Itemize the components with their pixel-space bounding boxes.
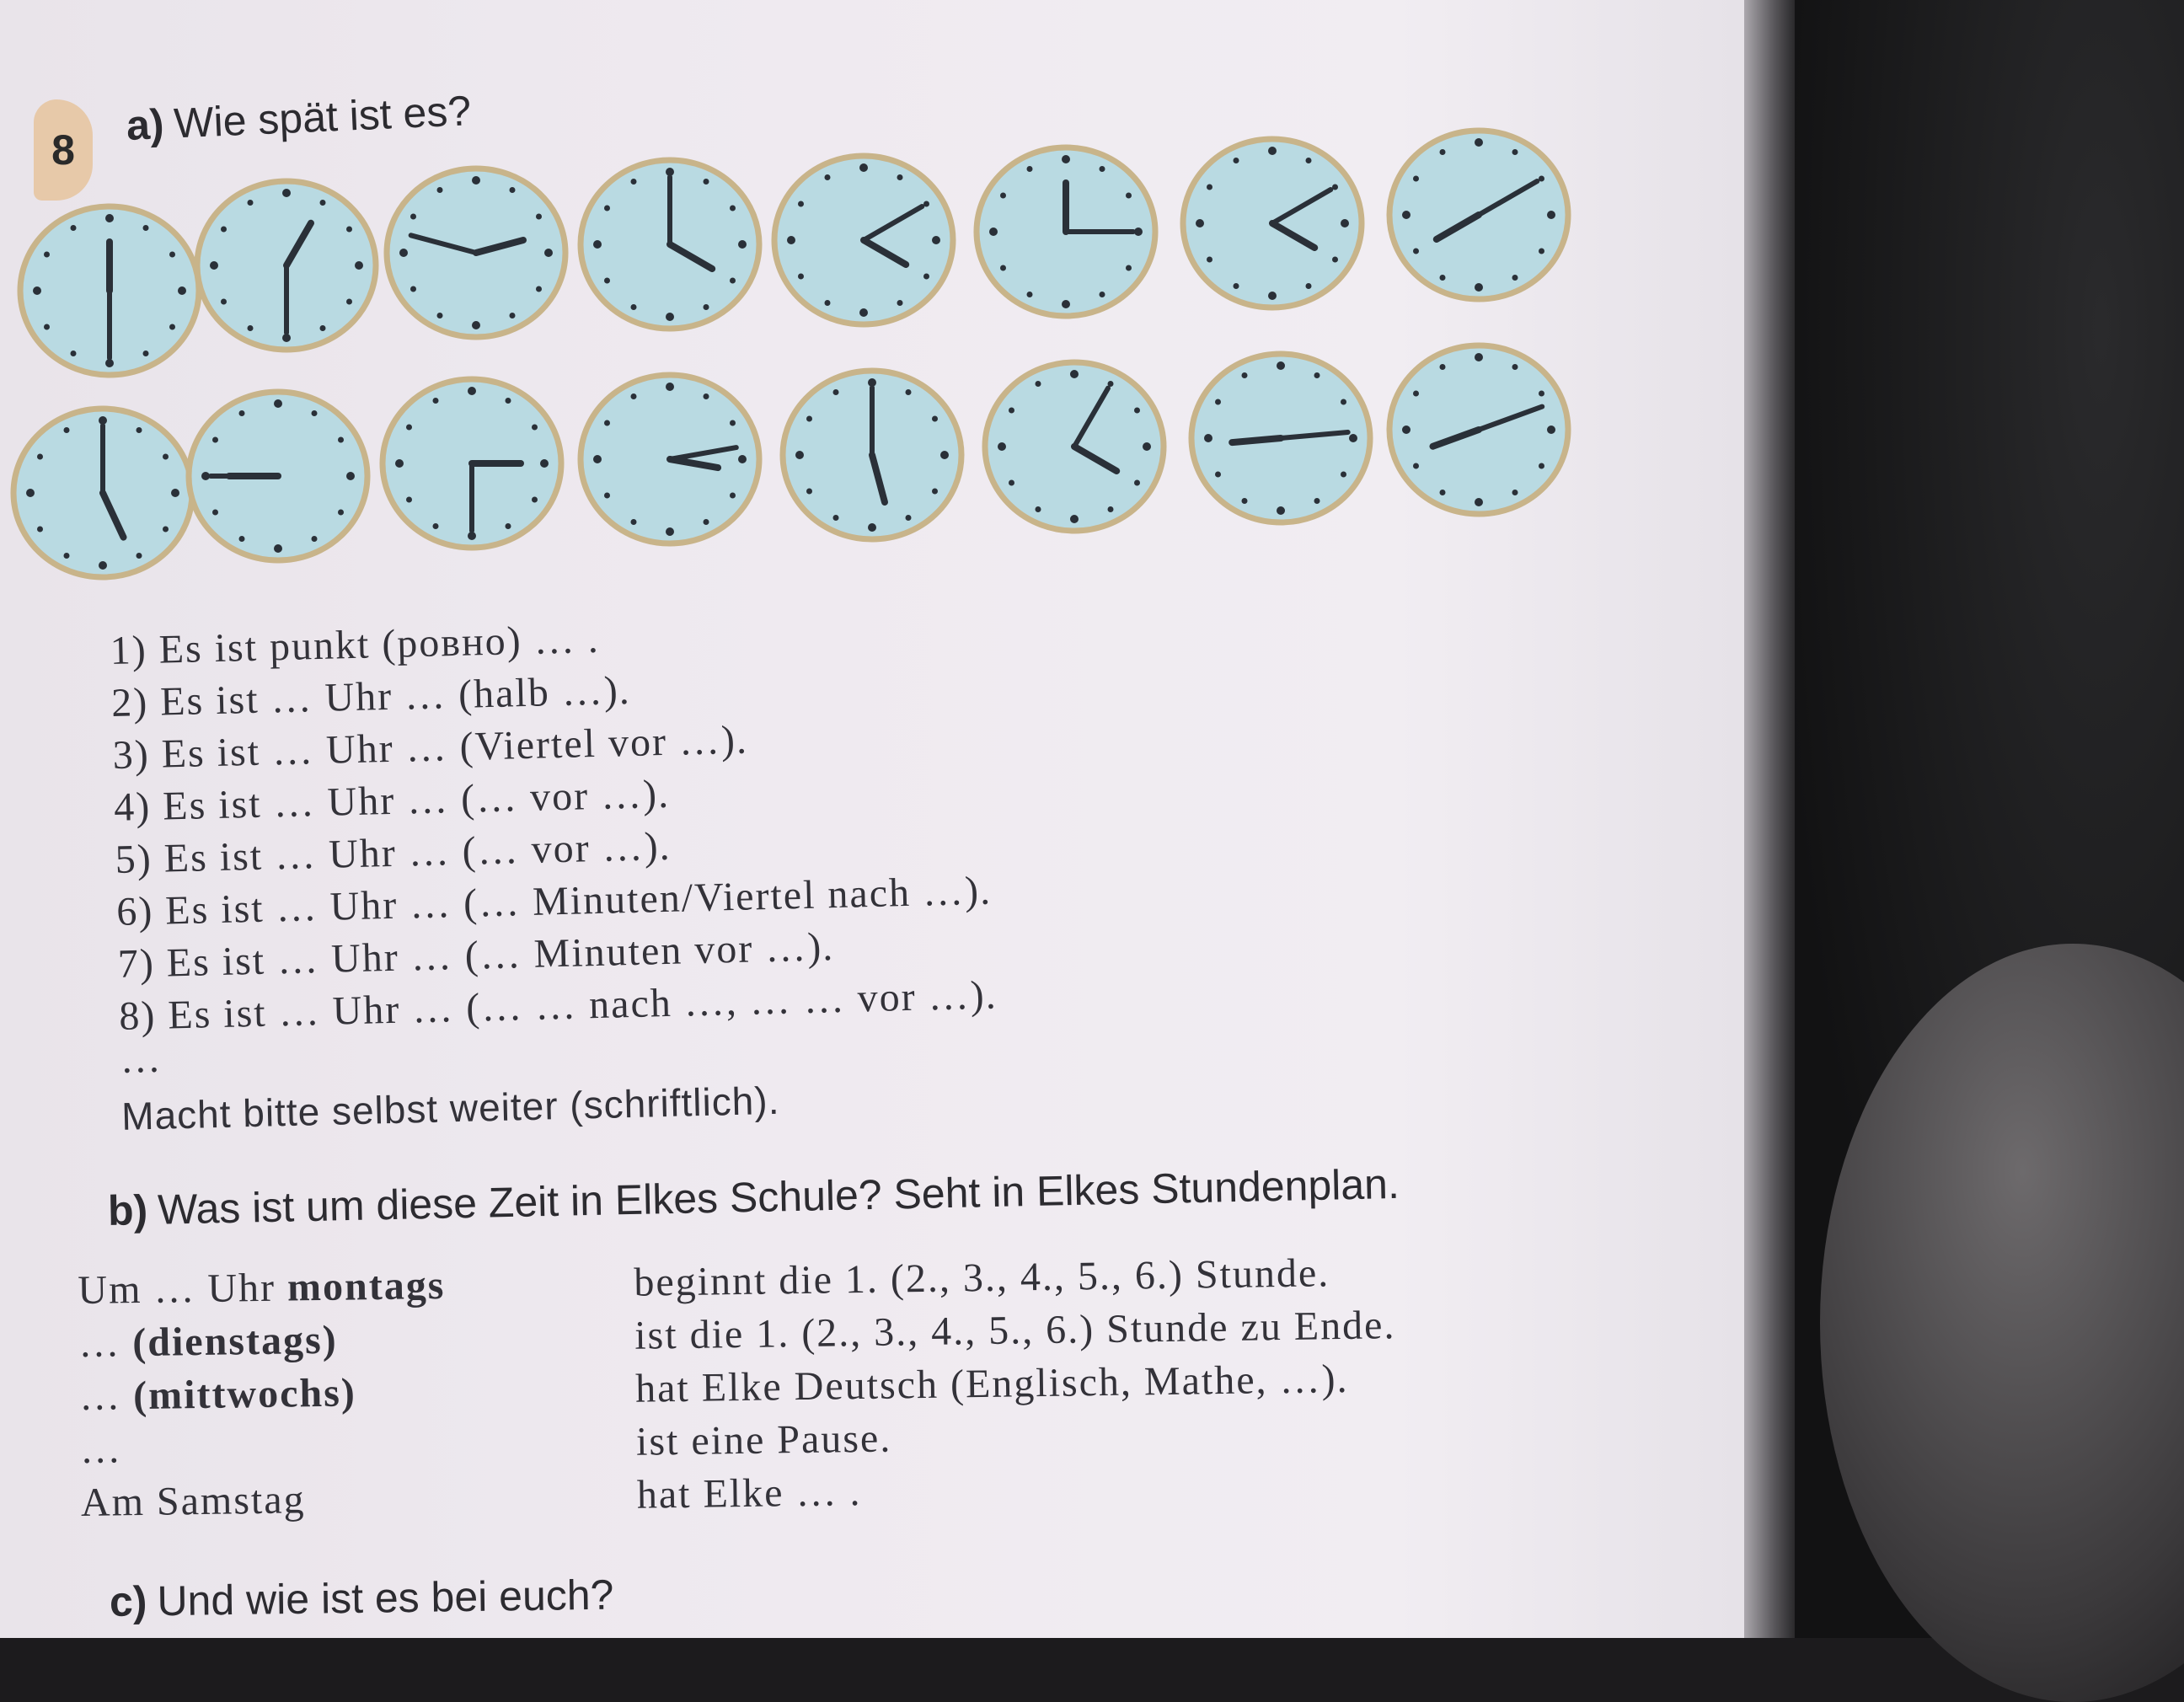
clock-face bbox=[774, 156, 953, 324]
clock-tick bbox=[221, 227, 227, 233]
task-c-text: Und wie ist es bei euch? bbox=[157, 1571, 614, 1625]
phrase-left-bold: (dienstags) bbox=[131, 1317, 339, 1366]
clock-tick bbox=[631, 304, 637, 310]
phrase-right: ist die 1. (2., 3., 4., 5., 6.) Stunde zu Ende. bbox=[634, 1303, 1396, 1358]
clock-tick bbox=[897, 300, 903, 306]
clock-tick bbox=[1277, 361, 1285, 370]
clock-tick bbox=[1009, 408, 1014, 414]
clock-grid bbox=[0, 0, 1744, 590]
clock-tick bbox=[798, 201, 804, 207]
clock-tick bbox=[1100, 166, 1105, 172]
sentence-3: 3) Es ist … Uhr … (Viertel vor …). bbox=[112, 717, 749, 778]
exercise-number: 8 bbox=[34, 99, 93, 201]
clock-tick bbox=[163, 454, 169, 460]
clock-tick bbox=[406, 497, 412, 503]
clock-face bbox=[985, 362, 1164, 531]
clock-face bbox=[13, 409, 192, 577]
clock-tick bbox=[631, 393, 637, 399]
clock-tick bbox=[1475, 498, 1483, 506]
clock-tick bbox=[540, 459, 549, 468]
clock-tick bbox=[1134, 480, 1140, 486]
clock-tick bbox=[99, 561, 107, 570]
clock-tick bbox=[1143, 442, 1151, 451]
clock-tick bbox=[433, 398, 439, 404]
clock-tick bbox=[346, 227, 352, 233]
clock-tick bbox=[666, 313, 674, 321]
clock-tick bbox=[1314, 372, 1320, 378]
clock-tick bbox=[1341, 472, 1346, 478]
clock-tick bbox=[406, 425, 412, 431]
clock-tick bbox=[346, 472, 355, 480]
clock-tick bbox=[44, 252, 50, 258]
sentence-2: 2) Es ist … Uhr … (halb …). bbox=[110, 667, 632, 725]
clock-tick bbox=[593, 455, 602, 463]
clock-tick bbox=[704, 304, 709, 310]
clock-face bbox=[977, 147, 1155, 316]
clock-tick bbox=[1512, 275, 1518, 281]
clock-tick bbox=[536, 214, 542, 220]
clock-face bbox=[383, 379, 561, 548]
clock-tick bbox=[1539, 391, 1544, 397]
clock-tick bbox=[631, 519, 637, 525]
clock-face bbox=[1191, 354, 1370, 522]
clock-tick bbox=[1196, 219, 1204, 227]
clock-tick bbox=[704, 393, 709, 399]
clock-tick bbox=[833, 515, 839, 521]
phrase-left-text: … bbox=[78, 1320, 133, 1366]
clock-tick bbox=[1215, 399, 1221, 405]
clock-tick bbox=[1475, 353, 1483, 361]
clock-tick bbox=[1062, 300, 1070, 308]
sentence-6: 6) Es ist … Uhr … (… Minuten/Viertel nach …). bbox=[115, 868, 993, 934]
clock-tick bbox=[806, 416, 812, 422]
clock-tick bbox=[143, 225, 149, 231]
clock-tick bbox=[1413, 249, 1419, 254]
clock-tick bbox=[730, 278, 736, 284]
clock-face bbox=[387, 169, 565, 337]
clock-tick bbox=[355, 261, 363, 270]
clock-tick bbox=[1215, 472, 1221, 478]
clock-tick bbox=[1402, 211, 1410, 219]
clock-tick bbox=[1440, 364, 1446, 370]
phrase-right: ist eine Pause. bbox=[635, 1416, 892, 1464]
clock-tick bbox=[338, 437, 344, 443]
task-c-letter: c) bbox=[109, 1577, 147, 1625]
clock-tick bbox=[1547, 426, 1555, 434]
phrase-left bbox=[81, 1473, 307, 1529]
clock-tick bbox=[64, 553, 70, 559]
clock-tick bbox=[171, 489, 179, 497]
clock-tick bbox=[1268, 292, 1277, 300]
clock-tick bbox=[1126, 265, 1132, 271]
clock-tick bbox=[932, 236, 940, 244]
clock-tick bbox=[806, 489, 812, 495]
clock-tick bbox=[1242, 372, 1248, 378]
clock-tick bbox=[1512, 364, 1518, 370]
task-a-letter: a) bbox=[125, 100, 165, 149]
clock-tick bbox=[1306, 283, 1312, 289]
clock-tick bbox=[410, 214, 416, 220]
clock-tick bbox=[472, 321, 480, 329]
clock-tick bbox=[604, 206, 610, 211]
clock-tick bbox=[64, 427, 70, 433]
clock-tick bbox=[1108, 506, 1114, 512]
clock-tick bbox=[604, 420, 610, 426]
sentence-8: 8) Es ist … Uhr … (… … nach …, … … vor …). bbox=[118, 972, 998, 1039]
clock-tick bbox=[437, 187, 443, 193]
clock-tick bbox=[212, 437, 218, 443]
clock-tick bbox=[730, 206, 736, 211]
clock-tick bbox=[738, 240, 747, 249]
clock-tick bbox=[795, 451, 804, 459]
schedule-phrase-table bbox=[78, 1241, 1682, 1528]
clock-tick bbox=[506, 523, 511, 529]
clock-tick bbox=[1234, 158, 1239, 163]
clock-tick bbox=[410, 286, 416, 292]
sentence-1: 1) Es ist punkt (ровно) … . bbox=[110, 616, 601, 673]
clock-tick bbox=[666, 383, 674, 391]
clock-face bbox=[189, 392, 367, 560]
clock-tick bbox=[604, 278, 610, 284]
clock-tick bbox=[136, 427, 142, 433]
clock-tick bbox=[704, 519, 709, 525]
clock-tick bbox=[71, 351, 77, 356]
clock-tick bbox=[1440, 275, 1446, 281]
clock-tick bbox=[1475, 138, 1483, 147]
clock-tick bbox=[738, 455, 747, 463]
clock-tick bbox=[1440, 149, 1446, 155]
clock-tick bbox=[730, 420, 736, 426]
clock-tick bbox=[468, 387, 476, 395]
clock-tick bbox=[178, 286, 186, 295]
clock-tick bbox=[906, 515, 912, 521]
clock-tick bbox=[399, 249, 408, 257]
clock-tick bbox=[906, 389, 912, 395]
clock-tick bbox=[1268, 147, 1277, 155]
clock-tick bbox=[282, 189, 291, 197]
clock-tick bbox=[320, 200, 326, 206]
clock-tick bbox=[1242, 498, 1248, 504]
clock-tick bbox=[1277, 506, 1285, 515]
clock-tick bbox=[833, 389, 839, 395]
hour-hand bbox=[1232, 438, 1281, 442]
clock-tick bbox=[536, 286, 542, 292]
sentence-ellipsis: … bbox=[119, 1036, 163, 1082]
clock-tick bbox=[143, 351, 149, 356]
clock-tick bbox=[312, 410, 318, 416]
clock-tick bbox=[433, 523, 439, 529]
clock-tick bbox=[1100, 292, 1105, 297]
clock-face bbox=[20, 206, 199, 375]
clock-tick bbox=[1027, 292, 1033, 297]
clock-tick bbox=[1036, 381, 1041, 387]
clock-tick bbox=[1475, 283, 1483, 292]
phrase-right: beginnt die 1. (2., 3., 4., 5., 6.) Stunde. bbox=[634, 1250, 1330, 1305]
clock-tick bbox=[239, 410, 245, 416]
clock-tick bbox=[1062, 155, 1070, 163]
clock-tick bbox=[1009, 480, 1014, 486]
clock-tick bbox=[221, 299, 227, 305]
clock-tick bbox=[1341, 399, 1346, 405]
clock-tick bbox=[859, 163, 868, 172]
clock-tick bbox=[395, 459, 404, 468]
sentence-list bbox=[110, 597, 1301, 1139]
clock-tick bbox=[998, 442, 1006, 451]
phrase-left bbox=[78, 1314, 338, 1370]
phrase-left-text: … bbox=[79, 1426, 123, 1472]
clock-tick bbox=[940, 451, 949, 459]
clock-tick bbox=[437, 313, 443, 318]
clock-tick bbox=[1402, 426, 1410, 434]
clock-tick bbox=[346, 299, 352, 305]
task-c-heading bbox=[110, 1571, 614, 1626]
clock-tick bbox=[312, 536, 318, 542]
clock-tick bbox=[631, 179, 637, 185]
clock-tick bbox=[105, 214, 114, 222]
clock-tick bbox=[163, 527, 169, 533]
clock-tick bbox=[1314, 498, 1320, 504]
clock-tick bbox=[1207, 185, 1212, 190]
clock-tick bbox=[897, 174, 903, 180]
clock-tick bbox=[730, 493, 736, 499]
clock-tick bbox=[274, 544, 282, 553]
clock-tick bbox=[593, 240, 602, 249]
clock-tick bbox=[1134, 408, 1140, 414]
clock-tick bbox=[1036, 506, 1041, 512]
clock-tick bbox=[989, 227, 998, 236]
clock-tick bbox=[868, 523, 876, 532]
clock-face bbox=[581, 375, 759, 543]
clock-tick bbox=[169, 252, 175, 258]
phrase-left-text: Um … Uhr bbox=[78, 1265, 288, 1313]
clock-face bbox=[1183, 139, 1362, 308]
clock-tick bbox=[1413, 463, 1419, 469]
clock-tick bbox=[604, 493, 610, 499]
clock-tick bbox=[248, 200, 254, 206]
clock-tick bbox=[1207, 257, 1212, 263]
clock-tick bbox=[932, 489, 938, 495]
clock-tick bbox=[532, 497, 538, 503]
clock-tick bbox=[1306, 158, 1312, 163]
phrase-right: hat Elke … . bbox=[636, 1469, 862, 1517]
clock-face bbox=[581, 160, 759, 329]
clock-tick bbox=[1332, 257, 1338, 263]
clock-tick bbox=[210, 261, 218, 270]
clock-tick bbox=[71, 225, 77, 231]
clock-tick bbox=[1070, 370, 1079, 378]
task-b-heading bbox=[107, 1159, 1400, 1235]
sentence-5: 5) Es ist … Uhr … (… vor …). bbox=[115, 823, 672, 882]
clock-tick bbox=[1027, 166, 1033, 172]
clock-tick bbox=[1547, 211, 1555, 219]
clock-tick bbox=[859, 308, 868, 317]
clock-face bbox=[197, 181, 376, 350]
clock-tick bbox=[1512, 490, 1518, 495]
clock-tick bbox=[33, 286, 41, 295]
clock-tick bbox=[1341, 219, 1349, 227]
clock-tick bbox=[1126, 193, 1132, 199]
clock-tick bbox=[825, 174, 831, 180]
clock-tick bbox=[1070, 515, 1079, 523]
task-a-text: Wie spät ist es? bbox=[173, 87, 473, 147]
clock-tick bbox=[1413, 176, 1419, 182]
clock-tick bbox=[472, 176, 480, 185]
clock-tick bbox=[248, 325, 254, 331]
clock-tick bbox=[44, 324, 50, 330]
phrase-left bbox=[78, 1259, 446, 1317]
phrase-left bbox=[79, 1366, 356, 1423]
clock-tick bbox=[26, 489, 35, 497]
clock-tick bbox=[1000, 265, 1006, 271]
phrase-left-text: Am Samstag bbox=[80, 1477, 306, 1525]
sentence-4: 4) Es ist … Uhr … (… vor …). bbox=[113, 771, 671, 830]
clock-tick bbox=[1440, 490, 1446, 495]
phrase-left-bold: (mittwochs) bbox=[132, 1370, 357, 1419]
clock-tick bbox=[136, 553, 142, 559]
clock-tick bbox=[510, 187, 516, 193]
clock-tick bbox=[510, 313, 516, 318]
clock-tick bbox=[666, 527, 674, 536]
phrase-right: hat Elke Deutsch (Englisch, Mathe, …). bbox=[634, 1356, 1349, 1411]
clock-tick bbox=[274, 399, 282, 408]
clock-tick bbox=[787, 236, 795, 244]
clock-tick bbox=[506, 398, 511, 404]
clock-tick bbox=[1204, 434, 1212, 442]
clock-tick bbox=[1539, 249, 1544, 254]
clock-tick bbox=[1512, 149, 1518, 155]
clock-tick bbox=[1539, 463, 1544, 469]
clock-tick bbox=[544, 249, 553, 257]
sentence-7: 7) Es ist … Uhr … (… Minuten vor …). bbox=[117, 924, 835, 987]
clock-tick bbox=[338, 510, 344, 516]
clock-tick bbox=[1413, 391, 1419, 397]
phrase-left-bold: montags bbox=[286, 1262, 446, 1310]
clock-face bbox=[783, 371, 961, 539]
clock-face bbox=[1389, 345, 1568, 514]
phrase-left-text: … bbox=[78, 1373, 134, 1419]
clock-tick bbox=[1349, 434, 1357, 442]
clock-tick bbox=[212, 510, 218, 516]
clock-tick bbox=[37, 527, 43, 533]
clock-tick bbox=[1000, 193, 1006, 199]
clock-tick bbox=[932, 416, 938, 422]
clock-tick bbox=[320, 325, 326, 331]
phrase-left bbox=[80, 1422, 123, 1476]
clock-tick bbox=[239, 536, 245, 542]
clock-face bbox=[1389, 131, 1568, 299]
clock-tick bbox=[169, 324, 175, 330]
clock-tick bbox=[798, 274, 804, 280]
clock-tick bbox=[704, 179, 709, 185]
continue-instruction: Macht bitte selbst weiter (schriftlich). bbox=[120, 1078, 780, 1138]
task-b-text: Was ist um diese Zeit in Elkes Schule? Seht in Elkes Stundenplan. bbox=[157, 1159, 1400, 1234]
clock-tick bbox=[923, 274, 929, 280]
clock-tick bbox=[825, 300, 831, 306]
task-b-letter: b) bbox=[107, 1186, 148, 1234]
clock-tick bbox=[1234, 283, 1239, 289]
clock-tick bbox=[532, 425, 538, 431]
clock-tick bbox=[37, 454, 43, 460]
